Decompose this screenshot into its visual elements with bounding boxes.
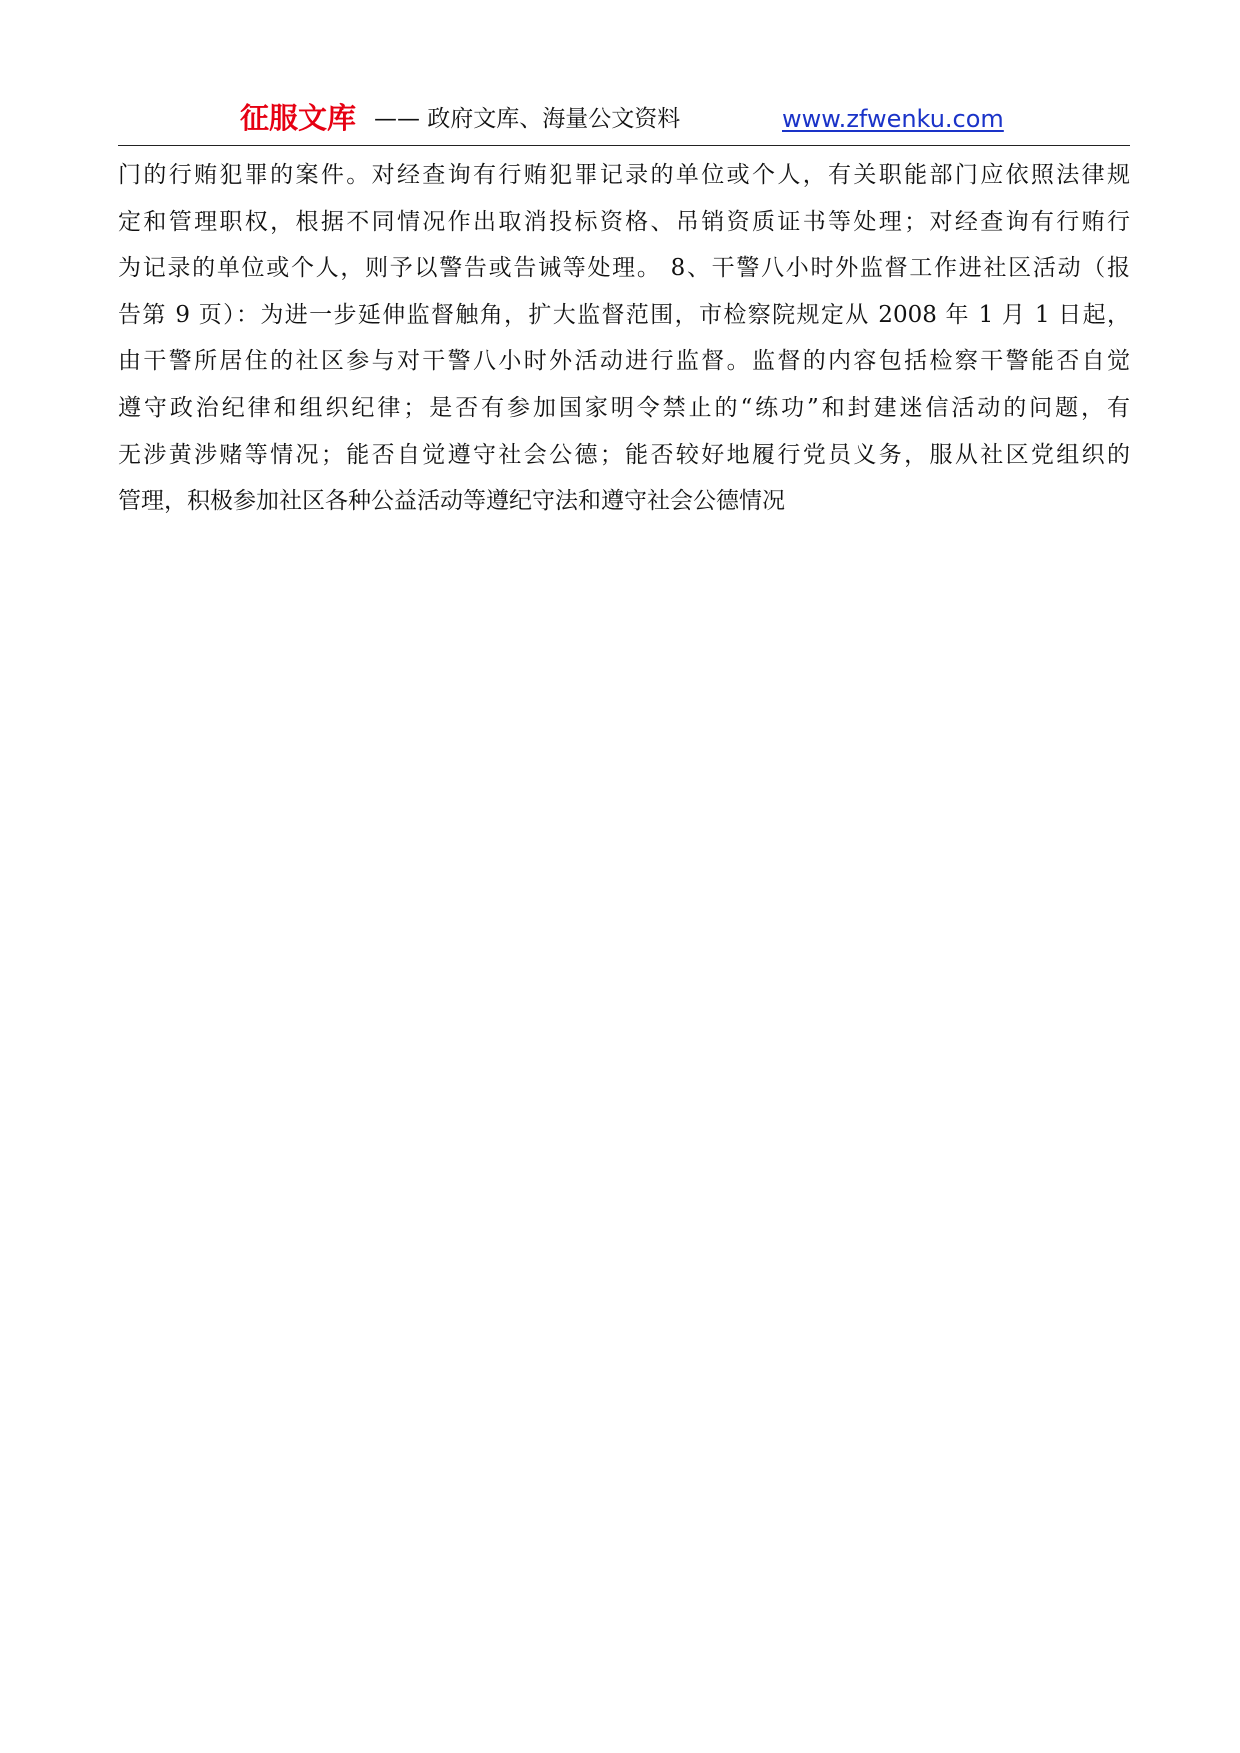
body-line: 告第 9 页）：为进一步延伸监督触角，扩大监督范围，市检察院规定从 2008 年 1 月 1 日起， — [118, 301, 1130, 328]
body-line: 定和管理职权，根据不同情况作出取消投标资格、吊销资质证书等处理；对经查询有行贿行 — [118, 208, 1130, 235]
header-tagline: —— 政府文库、海量公文资料 — [374, 106, 681, 132]
body-line: 由干警所居住的社区参与对干警八小时外活动进行监督。监督的内容包括检察干警能否自觉 — [118, 348, 1130, 375]
body-line: 门的行贿犯罪的案件。对经查询有行贿犯罪记录的单位或个人，有关职能部门应依照法律规 — [118, 162, 1130, 188]
site-url-link[interactable]: www.zfwenku.com — [782, 105, 1004, 133]
header-divider — [118, 145, 1130, 146]
brand-logo-text: 征服文库 — [240, 101, 357, 135]
page-header — [118, 96, 1130, 144]
body-line: 管理，积极参加社区各种公益活动等遵纪守法和遵守社会公德情况 — [118, 488, 785, 515]
body-line: 遵守政治纪律和组织纪律；是否有参加国家明令禁止的“练功”和封建迷信活动的问题，有 — [118, 394, 1130, 421]
body-line: 无涉黄涉赌等情况；能否自觉遵守社会公德；能否较好地履行党员义务，服从社区党组织的 — [118, 441, 1130, 468]
body-line: 为记录的单位或个人，则予以警告或告诫等处理。 8、干警八小时外监督工作进社区活动（报 — [118, 255, 1130, 282]
document-body — [118, 152, 1130, 525]
